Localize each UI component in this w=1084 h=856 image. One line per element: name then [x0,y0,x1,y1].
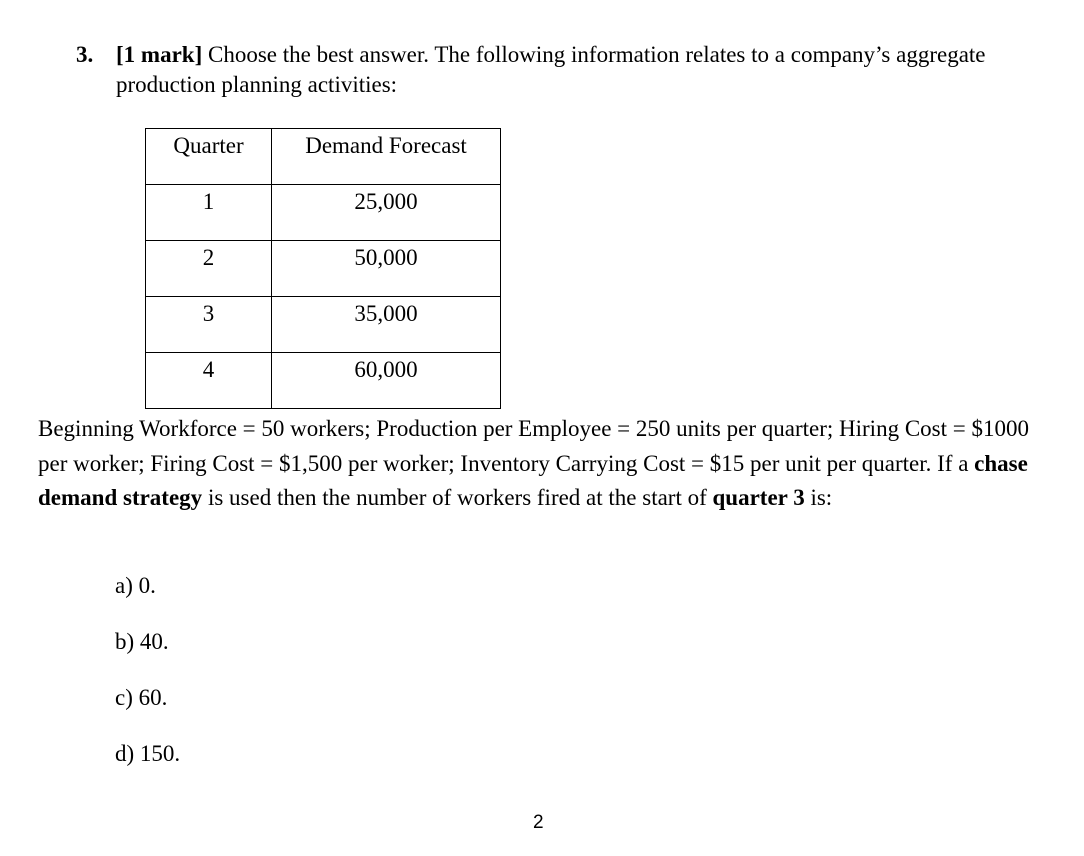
option-d: d) 150. [115,741,181,766]
table-header-row [146,129,501,185]
table-row [146,353,501,409]
demand-forecast-table [145,128,501,409]
question-number: 3. [76,42,94,67]
demand-cell: 50,000 [272,241,501,297]
quarter-3-emphasis: quarter 3 [712,485,805,510]
quarter-cell: 3 [146,297,272,353]
table-row [146,185,501,241]
table-row [146,297,501,353]
option-b: b) 40. [115,629,169,654]
question-prompt: Choose the best answer. The following information relates to a company’s aggregate production planning activities: [116,42,986,97]
header-quarter: Quarter [146,129,272,185]
question-header [76,40,1036,100]
option-a: a) 0. [115,573,156,598]
demand-cell: 25,000 [272,185,501,241]
quarter-cell: 4 [146,353,272,409]
details-text-3: is: [804,485,833,510]
details-text-2: is used then the number of workers fired at the start of [202,485,713,510]
details-text-1: Beginning Workforce = 50 workers; Production per Employee = 250 units per quarter; Hiring Cost = $1000 per worker; Firing Cost = $1,500 per worker; Inventory Carrying Cost = $15 per unit per quarter. If a [38,416,1029,476]
question-mark: [1 mark] [116,42,203,67]
question-details-paragraph [38,412,1050,516]
option-c: c) 60. [115,685,168,710]
demand-cell: 35,000 [272,297,501,353]
quarter-cell: 2 [146,241,272,297]
quarter-cell: 1 [146,185,272,241]
demand-cell: 60,000 [272,353,501,409]
answer-options [115,572,180,796]
question-text [116,40,1036,100]
chase-demand-strategy-emphasis: chase demand strategy [38,450,1028,510]
header-demand-forecast: Demand Forecast [272,129,501,185]
table-row [146,241,501,297]
page-number: 2 [533,812,544,833]
